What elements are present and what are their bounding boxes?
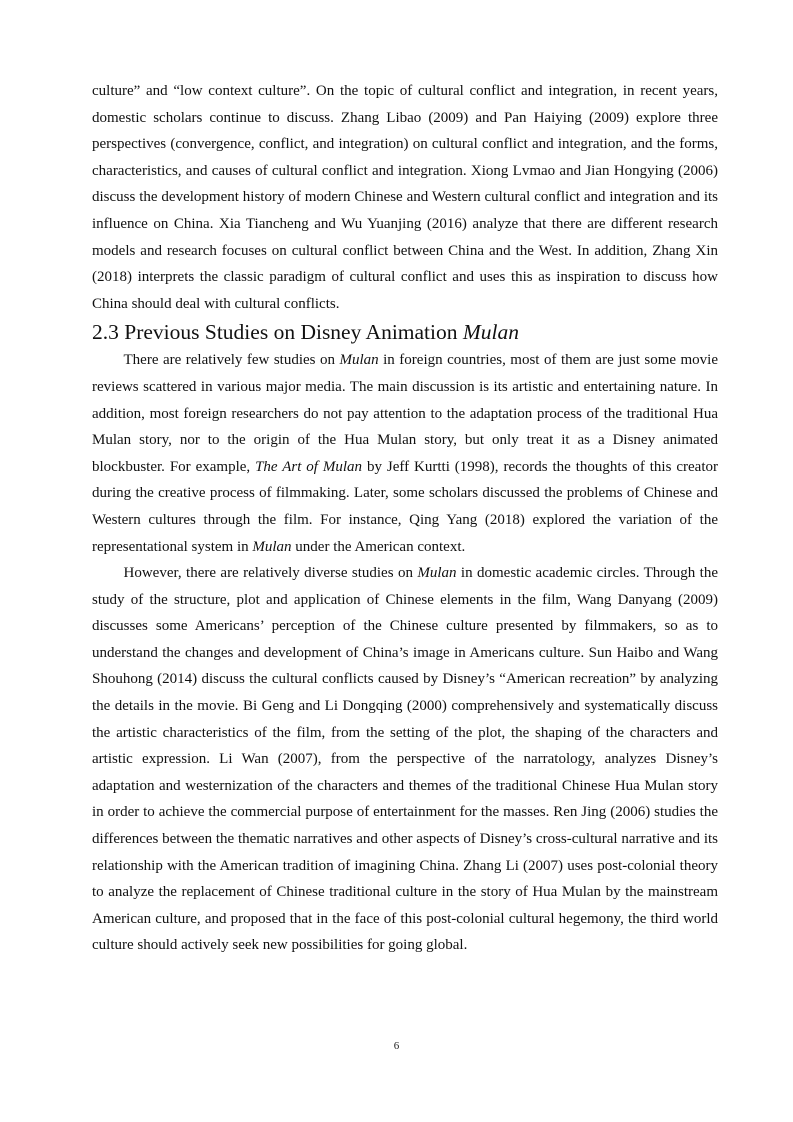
paragraph-foreign-studies [92,347,718,560]
text-run: in domestic academic circles. Through the study of the structure, plot and application of Chinese elements in the film, Wang Danyang (2009) discusses some Americans’ perception of the Chinese culture presented by filmmakers, so as to understand the changes and development of China’s image in Americans culture. Sun Haibo and Wang Shouhong (2014) discuss the cultural conflicts caused by Disney’s “American recreation” by analyzing the details in the movie. Bi Geng and Li Dongqing (2000) comprehensively and systematically discuss the artistic characteristics of the film, from the setting of the plot, the shaping of the characters and artistic expression. Li Wan (2007), from the perspective of the narratology, analyzes Disney’s adaptation and westernization of the characters and themes of the traditional Chinese Hua Mulan story in order to achieve the commercial purpose of entertainment for the masses. Ren Jing (2006) studies the differences between the thematic narratives and other aspects of Disney’s cross-cultural narrative and its relationship with the American tradition of imagining China. Zhang Li (2007) uses post-colonial theory to analyze the replacement of Chinese traditional culture in the story of Hua Mulan by the mainstream American culture, and proposed that in the face of this post-colonial cultural hegemony, the third world culture should actively seek new possibilities for going global. [92,565,718,954]
paragraph-continuation: culture” and “low context culture”. On the topic of cultural conflict and integration, in recent years, domestic scholars continue to discuss. Zhang Libao (2009) and Pan Haiying (2009) explore three perspectives (convergence, conflict, and integration) on cultural conflict and integration, and the forms, characteristics, and causes of cultural conflict and integration. Xiong Lvmao and Jian Hongying (2006) discuss the development history of modern Chinese and Western cultural conflict and integration and its influence on China. Xia Tiancheng and Wu Yuanjing (2016) analyze that there are different research models and research focuses on cultural conflict between China and the West. In addition, Zhang Xin (2018) interprets the classic paradigm of cultural conflict and uses this as inspiration to discuss how China should deal with cultural conflicts. [92,83,718,312]
italic-title: Mulan [252,538,292,555]
text-run: However, there are relatively diverse studies on [123,565,418,582]
italic-title: The Art of Mulan [255,458,363,475]
text-run: in foreign countries, most of them are just some movie reviews scattered in various major media. The main discussion is its artistic and entertaining nature. In addition, most foreign researchers do not pay attention to the adaptation process of the traditional Hua Mulan story, nor to the origin of the Hua Mulan story, but only treat it as a Disney animated blockbuster. For example, [92,352,719,475]
section-heading-text: 2.3 Previous Studies on Disney Animation [92,320,463,345]
document-page [92,78,718,959]
text-run: There are relatively few studies on [123,352,340,369]
section-heading-italic: Mulan [462,320,520,345]
text-run: by Jeff Kurtti (1998), records the thoughts of this creator during the creative process of filmmaking. Later, some scholars discussed the problems of Chinese and Western cultures through the film. For instance, Qing Yang (2018) explored the variation of the representational system in [92,458,718,555]
page-number: 6 [393,1040,400,1052]
section-heading [92,317,718,347]
italic-title: Mulan [417,565,457,582]
text-run: under the American context. [291,538,466,555]
paragraph-domestic-studies [92,560,718,959]
italic-title: Mulan [339,352,379,369]
